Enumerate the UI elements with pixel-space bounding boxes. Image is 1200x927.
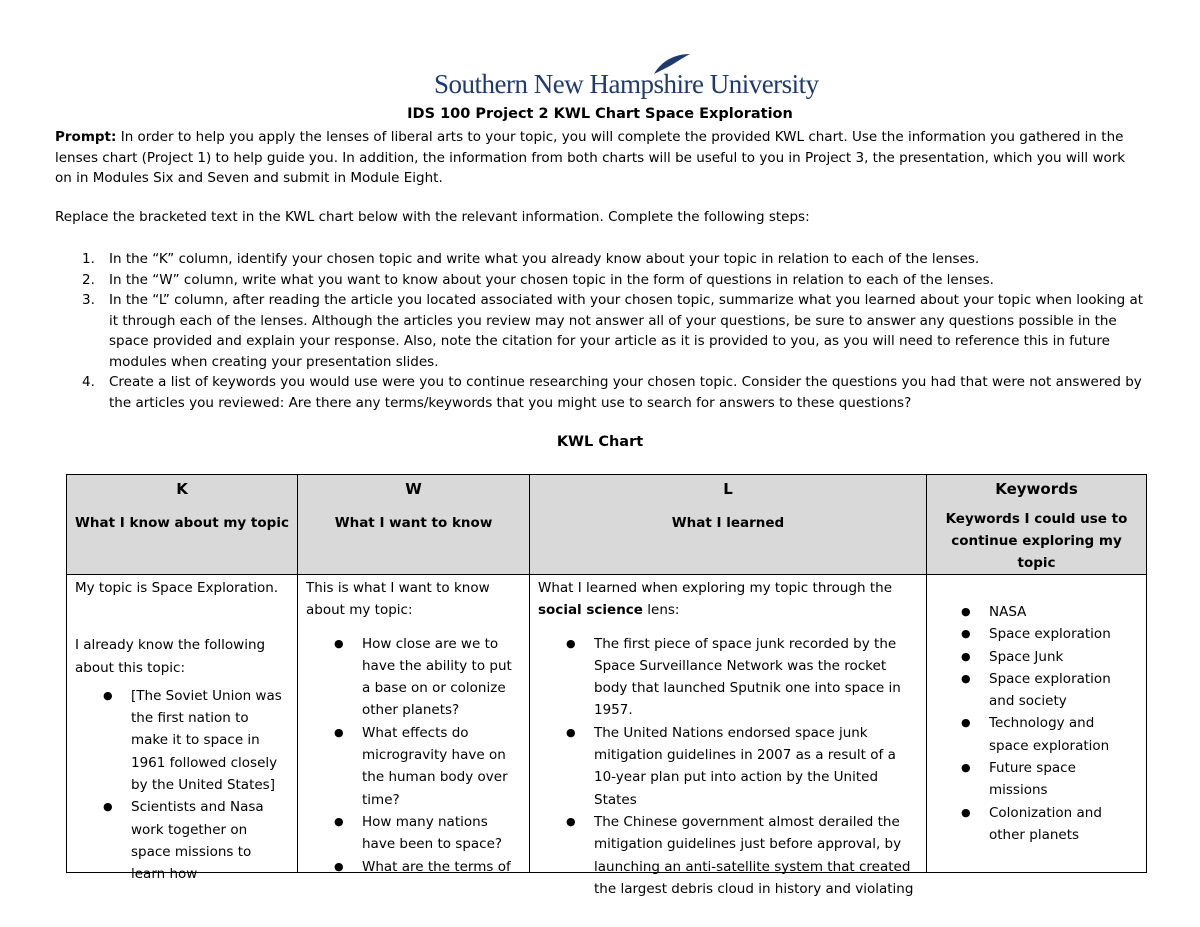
list-item: ● Space exploration [933,623,1138,645]
header-k [67,475,298,575]
w-cell[interactable] [298,575,530,873]
header-subtitle: What I know about my topic [75,515,289,531]
list-item: ● What effects do microgravity have on the human body over time? [306,722,521,811]
list-item: ● Future space missions [933,757,1138,802]
list-item: ● Technology and space exploration [933,712,1138,757]
step-item [55,290,1145,372]
list-item: ● [The Soviet Union was the first nation to make it to space in 1961 followed closely by the United States] [75,685,289,796]
logo-wordmark: Southern New Hampshire University [434,69,819,99]
list-item: ● Scientists and Nasa work together on space missions to learn how [75,796,289,885]
header-letter: Keywords [995,480,1078,498]
header-subtitle: Keywords I could use to continue exploring my topic [945,511,1128,571]
university-logo [434,52,819,104]
header-keywords [927,475,1147,575]
keywords-cell[interactable] [927,575,1147,873]
list-item: ● What are the terms of [306,856,521,878]
step-number: 4. [82,374,95,390]
list-item: ● How many nations have been to space? [306,811,521,856]
step-item [55,270,1145,291]
document-title: IDS 100 Project 2 KWL Chart Space Exploration [407,106,793,122]
list-item: ● How close are we to have the ability to put a base on or colonize other planets? [306,633,521,722]
k-lead: I already know the following about this topic: [75,637,266,676]
kwl-content-row [67,575,1147,873]
step-item [55,372,1145,413]
prompt-text: In order to help you apply the lenses of liberal arts to your topic, you will complete the provided KWL chart. Use the information you gathered in the lenses chart (Project 1) to help guide you. In addition, the information from both charts will be useful to you in Project 3, the presentation, which you will work on in Modules Six and Seven and submit in Module Eight. [55,129,1126,186]
list-item: ● The first piece of space junk recorded by the Space Surveillance Network was the rocket body that launched Sputnik one into space in 1957. [538,633,918,722]
step-text: In the “L” column, after reading the article you located associated with your chosen topic, summarize what you learned about your topic when looking at it through each of the lenses. Although the articles you review may not answer all of your questions, be sure to answer any questions possible in the space provided and explain your response. Also, note the citation for your article as it is provided to you, as you will need to reference this in future modules when creating your presentation slides. [109,292,1144,370]
step-number: 1. [82,251,95,267]
list-item: ● Space Junk [933,646,1138,668]
step-number: 3. [82,292,95,308]
header-letter: L [723,480,733,498]
header-letter: W [405,480,422,498]
quill-leaf-icon [652,52,692,76]
header-subtitle: What I want to know [334,515,493,531]
step-text: Create a list of keywords you would use were you to continue researching your chosen topic. Consider the questions you had that were not answered by the articles you reviewed: Are there any terms/keywords that you might use to search for answers to these questions? [109,374,1142,411]
step-text: In the “W” column, write what you want to know about your chosen topic in the form of questions in relation to each of the lenses. [109,271,994,288]
step-text: In the “K” column, identify your chosen topic and write what you already know about your topic in relation to each of the lenses. [109,251,980,267]
k-cell[interactable] [67,575,298,883]
list-item: ● The United Nations endorsed space junk mitigation guidelines in 2007 as a result of a 10-year plan put into action by the United States [538,722,918,811]
k-topic: My topic is Space Exploration. [75,580,279,596]
k-list [75,685,289,886]
kwl-chart-title: KWL Chart [556,434,644,450]
header-subtitle: What I learned [671,515,785,531]
list-item: ● NASA [933,601,1138,623]
list-item: ● Colonization and other planets [933,802,1138,847]
header-letter: K [176,480,188,498]
w-lead: This is what I want to know about my topic: [306,580,490,619]
list-item: ● The Chinese government almost derailed the mitigation guidelines just before approval, by launching an anti-satellite system that created the largest debris cloud in history and violating [538,811,918,900]
l-lead [538,577,918,622]
l-lead-prefix: What I learned when exploring my topic through the [538,580,893,596]
steps-list [55,249,1145,413]
header-w [298,475,530,575]
list-item: ● Space exploration and society [933,668,1138,713]
keywords-list [933,601,1138,846]
l-cell[interactable] [530,575,927,897]
w-list [306,633,521,878]
step-item [55,249,1145,270]
prompt-paragraph [55,127,1145,189]
prompt-label: Prompt: [55,129,117,145]
kwl-header-row [67,475,1147,575]
l-lead-suffix: lens: [642,602,680,619]
step-number: 2. [82,271,95,288]
l-list [538,633,918,901]
l-lead-lens: social science [538,602,643,619]
header-l [530,475,927,575]
instructions-intro: Replace the bracketed text in the KWL chart below with the relevant information. Complete the following steps: [55,209,810,225]
kwl-table [66,474,1147,897]
